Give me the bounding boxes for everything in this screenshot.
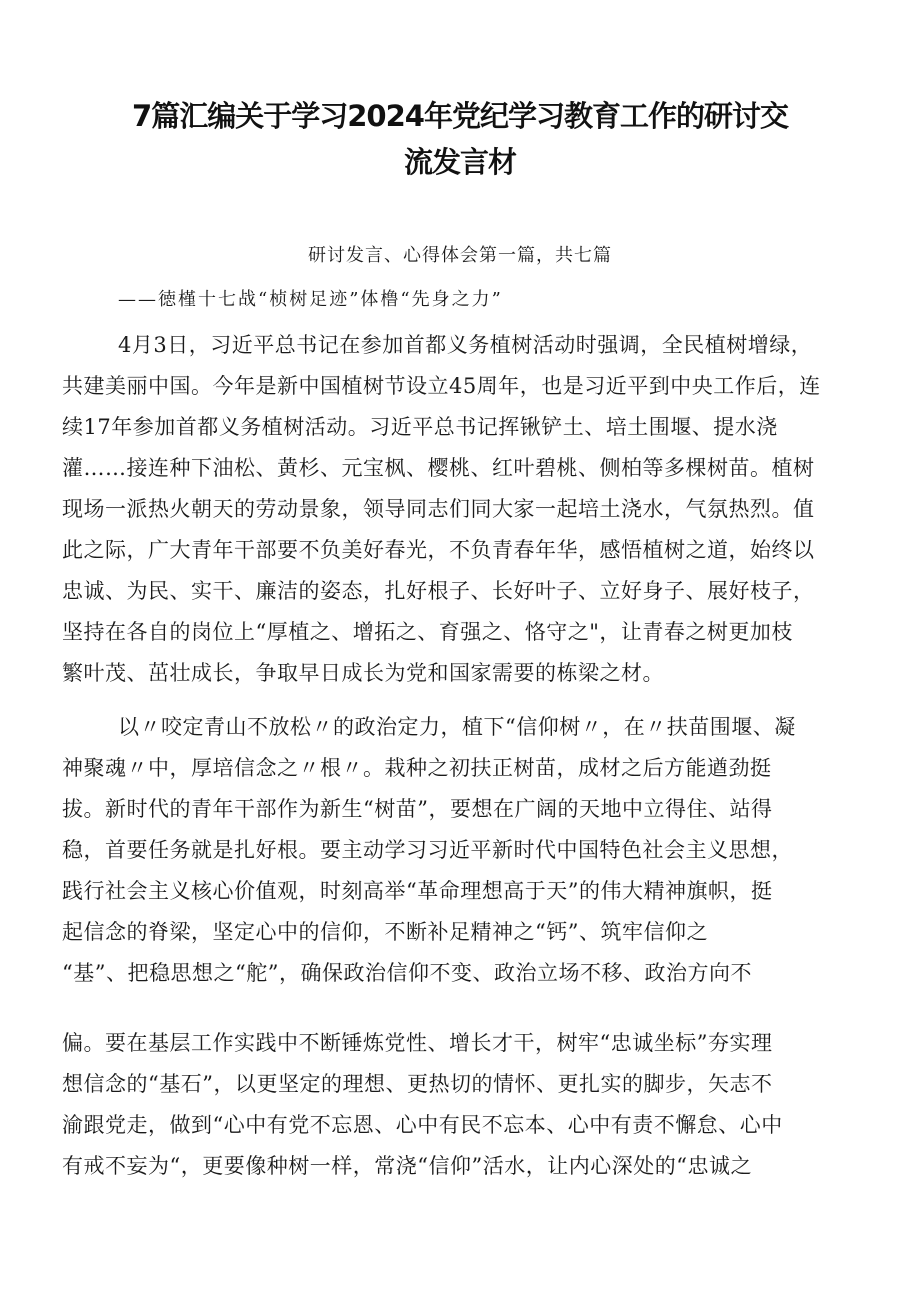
body-line: 坚持在各自的岗位上“厚植之、增拓之、育强之、恪守之"，让青春之树更加枝	[62, 620, 793, 644]
body-line: 渝跟党走，做到“心中有党不忘恩、心中有民不忘本、心中有责不懈怠、心中	[62, 1113, 783, 1137]
body-line: 共建美丽中国。今年是新中国植树节设立45周年，也是习近平到中央工作后，连	[62, 374, 821, 398]
body-line: 忠诚、为民、实干、廉洁的姿态，扎好根子、长好叶子、立好身子、展好枝子，	[62, 579, 815, 603]
section-subtitle: 研讨发言、心得体会第一篇，共七篇	[308, 245, 612, 266]
body-line: 偏。要在基层工作实践中不断锤炼党性、增长才干，树牢“忠诚坐标”夯实理	[62, 1031, 773, 1055]
body-line: 续17年参加首都义务植树活动。习近平总书记挥锹铲土、培土围堰、提水浇	[62, 415, 778, 439]
body-line: 以〃咬定青山不放松〃的政治定力，植下“信仰树〃，在〃扶苗围堰、凝	[118, 715, 796, 739]
body-line: 繁叶茂、茁壮成长，争取早日成长为党和国家需要的栋梁之材。	[62, 661, 664, 685]
body-line: 拔。新时代的青年干部作为新生“树苗”，要想在广阔的天地中立得住、站得	[62, 797, 773, 821]
body-line: 有戒不妄为“，更要像种树一样，常浇“信仰”活水，让内心深处的“忠诚之	[62, 1154, 752, 1178]
section-heading: ——徳槿十七战“桢树足迹”体橹“先身之力”	[118, 289, 503, 310]
document-title-line-1: 7篇汇编关于学习2024年党纪学习教育工作的研讨交	[132, 99, 788, 133]
body-line: 现场一派热火朝天的劳动景象，领导同志们同大家一起培土浇水，气氛热烈。值	[62, 497, 815, 521]
body-line: 神聚魂〃中，厚培信念之〃根〃。栽种之初扶正树苗，成材之后方能遒劲挺	[62, 756, 772, 780]
body-line: 想信念的“基石”，以更坚定的理想、更热切的情怀、更扎实的脚步，矢志不	[62, 1072, 773, 1096]
body-line: 4月3日，习近平总书记在参加首都义务植树活动时强调，全民植树增绿，	[118, 333, 813, 357]
body-line: 此之际，广大青年干部要不负美好春光，不负青春年华，感悟植树之道，始终以	[62, 538, 815, 562]
body-line: 起信念的脊梁，坚定心中的信仰，不断补足精神之“钙”、筑牢信仰之	[62, 920, 708, 944]
body-line: 践行社会主义核心价值观，时刻高举“革命理想高于天”的伟大精神旗帜，挺	[62, 879, 773, 903]
body-line: 灌……接连种下油松、黄杉、元宝枫、樱桃、红叶碧桃、侧柏等多棵树苗。植树	[62, 456, 815, 480]
body-line: “基”、把稳思想之“舵”，确保政治信仰不变、政治立场不移、政治方向不	[62, 961, 752, 985]
document-title-line-2: 流发言材	[403, 145, 516, 179]
body-line: 稳，首要任务就是扎好根。要主动学习习近平新时代中国特色社会主义思想，	[62, 838, 793, 862]
